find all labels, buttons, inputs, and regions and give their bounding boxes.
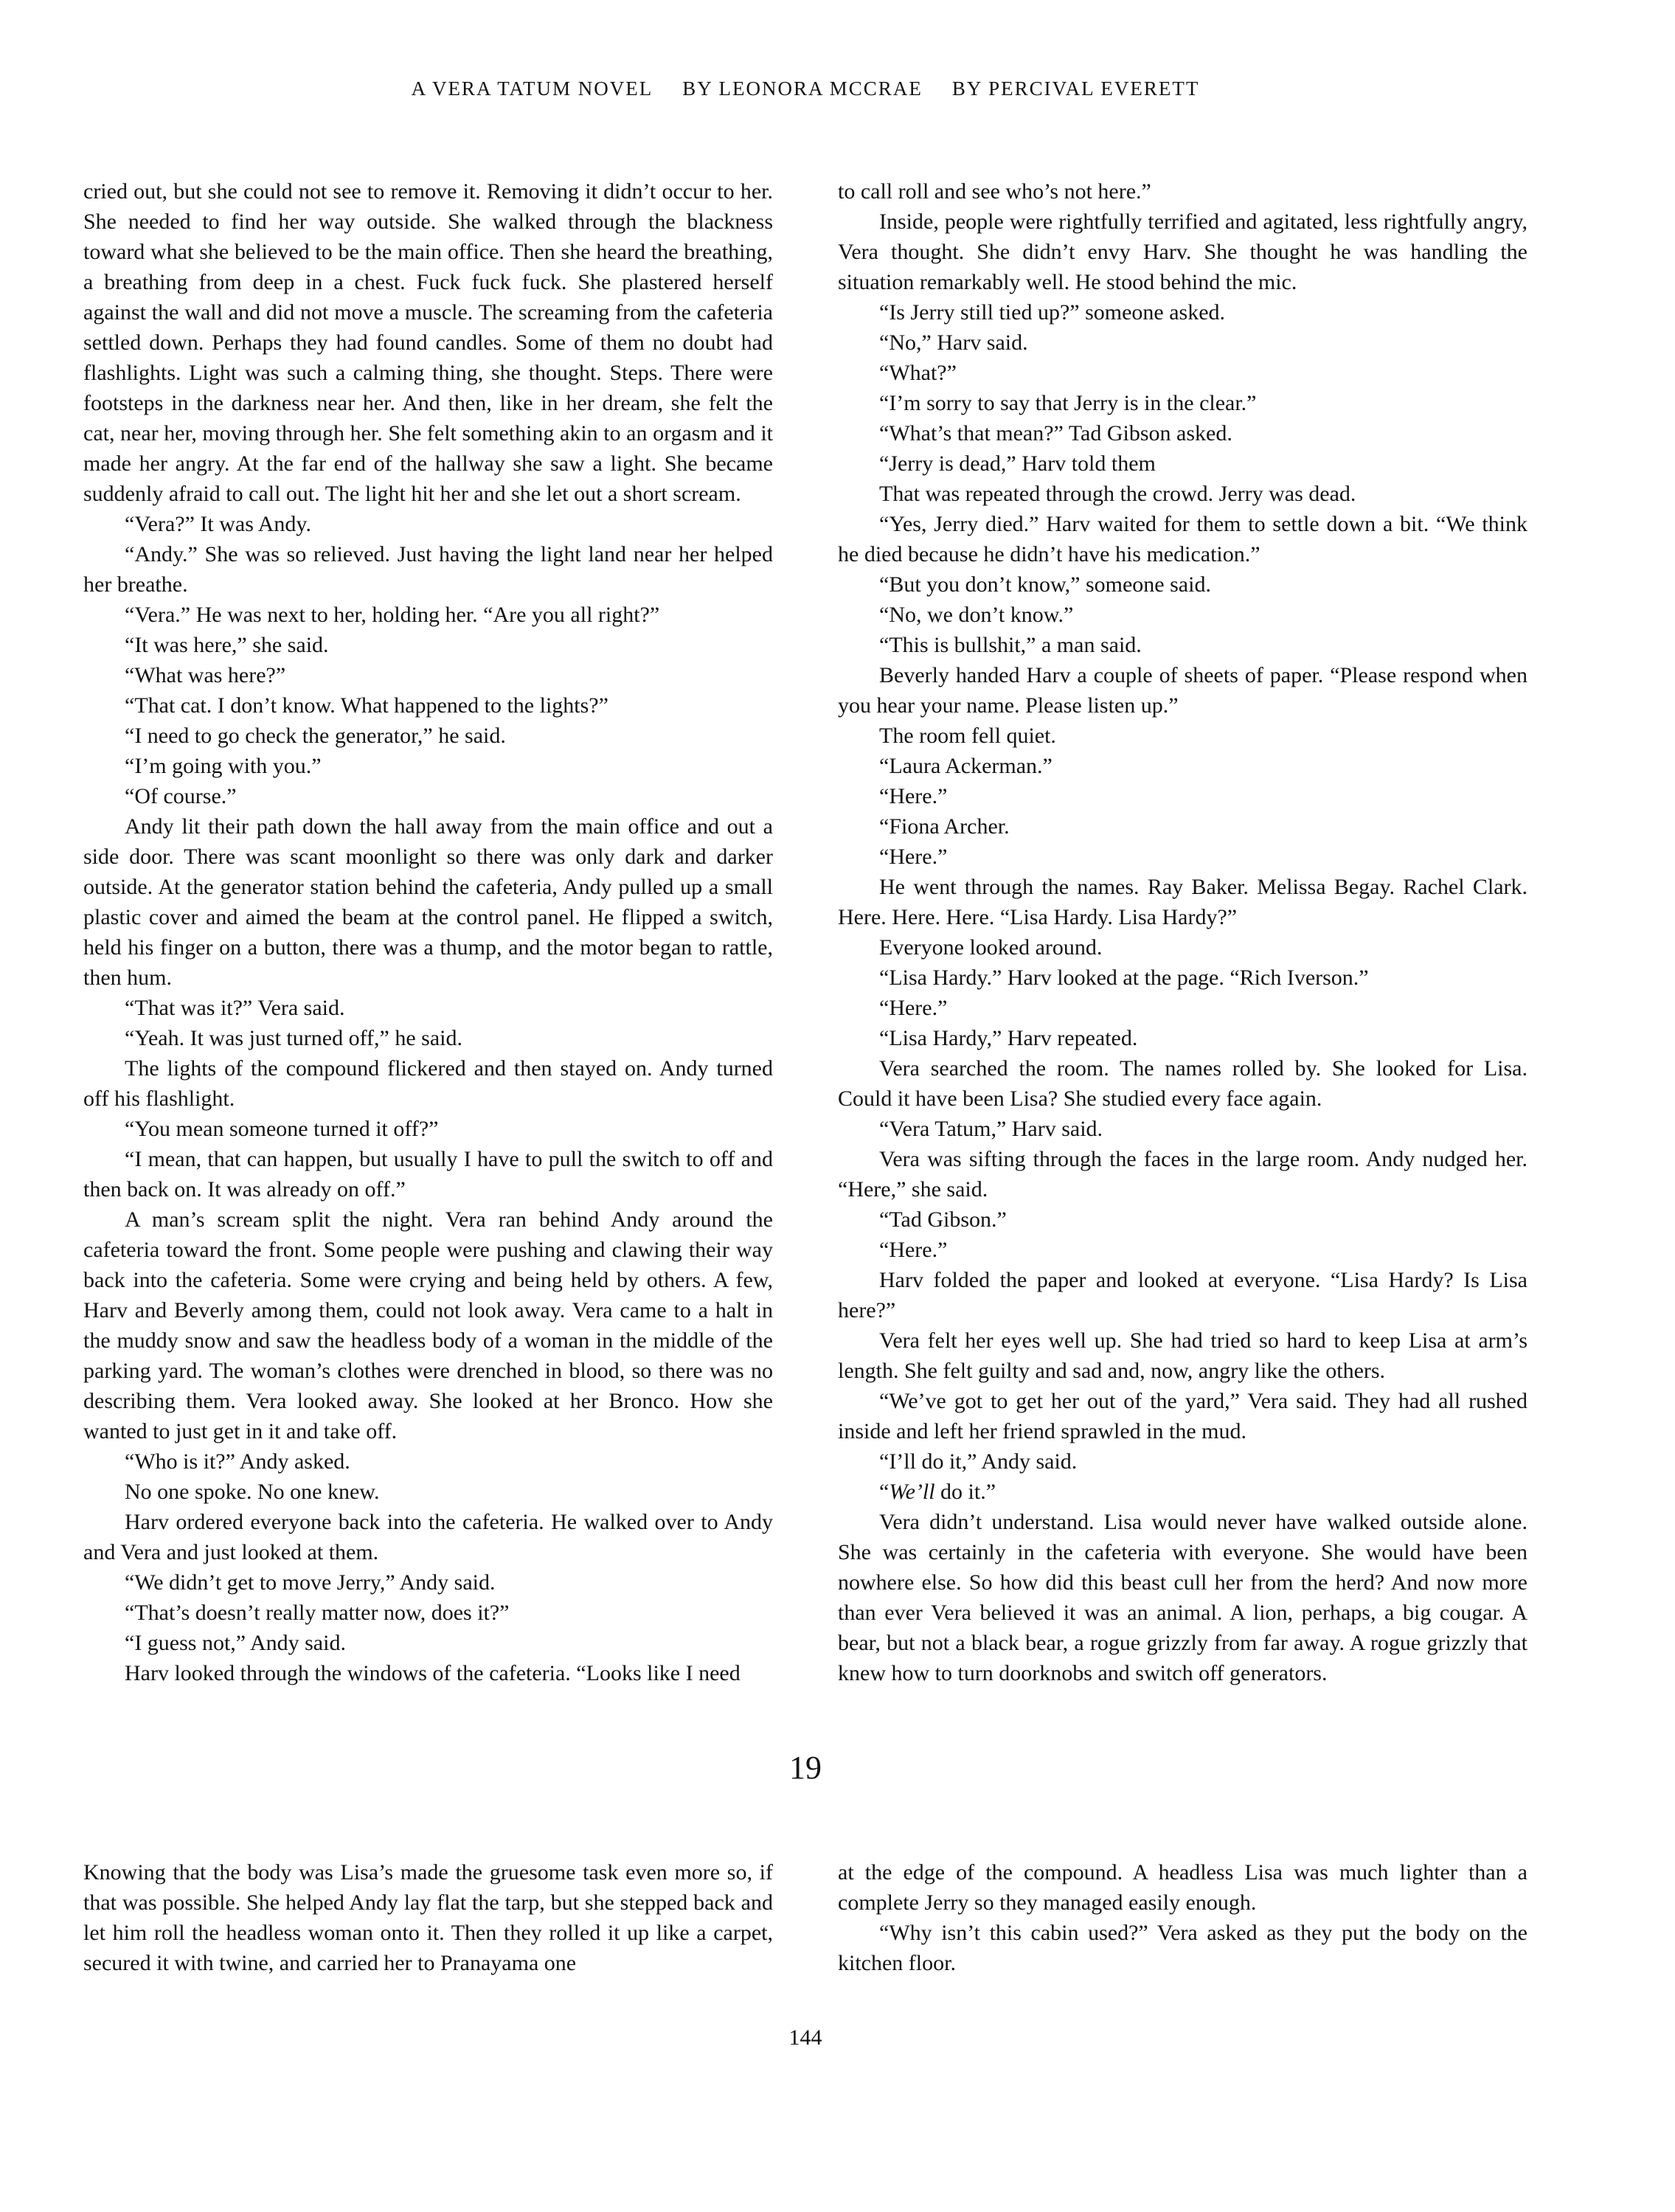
paragraph: “Of course.” [125, 784, 237, 808]
paragraph: “Who is it?” Andy asked. [125, 1449, 350, 1474]
paragraph: Beverly handed Harv a couple of sheets of paper. “Please respond when you hear your name. Please listen up.” [838, 663, 1527, 718]
paragraph: That was repeated through the crowd. Jerry was dead. [879, 482, 1356, 506]
running-header-title: A VERA TATUM NOVEL [411, 77, 653, 100]
paragraph: “Here.” [879, 996, 948, 1020]
paragraph: “We’ll do it.” [879, 1480, 996, 1504]
paragraph: “Yeah. It was just turned off,” he said. [125, 1026, 462, 1050]
paragraph: “It was here,” she said. [125, 633, 329, 657]
paragraph: “I guess not,” Andy said. [125, 1631, 346, 1655]
paragraph: Everyone looked around. [879, 935, 1103, 960]
paragraph: Knowing that the body was Lisa’s made the gruesome task even more so, if that was possible. She helped Andy lay flat the tarp, but she stepped back and let him roll the headless woman onto it. Then they rolled it up like a carpet, secured it with twine, and carried her to Pranayama one [83, 1860, 773, 1975]
paragraph: Vera didn’t understand. Lisa would never have walked outside alone. She was certainly in the cafeteria with everyone. She would have been nowhere else. So how did this beast cull her from the herd? And now more than ever Vera believed it was an animal. A lion, perhaps, a big cougar. A bear, but not a black bear, a rogue grizzly from far away. A rogue grizzly that knew how to turn doorknobs and switch off generators. [838, 1510, 1527, 1685]
paragraph: A man’s scream split the night. Vera ran behind Andy around the cafeteria toward the front. Some people were pushing and clawing their way back into the cafeteria. Some were crying and being held by others. A few, Harv and Beverly among them, could not look away. Vera came to a halt in the muddy snow and saw the headless body of a woman in the middle of the parking yard. The woman’s clothes were drenched in blood, so there was no describing them. Vera looked away. She looked at her Bronco. How she wanted to just get in it and take off. [83, 1207, 773, 1443]
paragraph: “This is bullshit,” a man said. [879, 633, 1142, 657]
left-column [83, 176, 773, 1688]
right-column [838, 176, 1527, 1688]
paragraph: “Andy.” She was so relieved. Just having the light land near her helped her breathe. [83, 542, 773, 597]
paragraph: “I’ll do it,” Andy said. [879, 1449, 1078, 1474]
paragraph: “Here.” [879, 845, 948, 869]
running-header [83, 0, 1527, 101]
running-header-byline-1: BY LEONORA MCCRAE [682, 77, 923, 100]
paragraph: “Is Jerry still tied up?” someone asked. [879, 300, 1226, 325]
paragraph: Vera felt her eyes well up. She had tried so hard to keep Lisa at arm’s length. She felt guilty and sad and, now, angry like the others. [838, 1328, 1527, 1383]
paragraph: “Tad Gibson.” [879, 1207, 1007, 1232]
paragraph: “I need to go check the generator,” he said. [125, 724, 506, 748]
paragraph: “Vera?” It was Andy. [125, 512, 311, 536]
paragraph: “Laura Ackerman.” [879, 754, 1052, 778]
running-header-byline-2: BY PERCIVAL EVERETT [951, 77, 1200, 100]
paragraph: “What?” [879, 361, 957, 385]
paragraph: to call roll and see who’s not here.” [838, 179, 1151, 204]
paragraph: Harv folded the paper and looked at everyone. “Lisa Hardy? Is Lisa here?” [838, 1268, 1527, 1322]
paragraph: “No,” Harv said. [879, 330, 1028, 355]
paragraph: “Yes, Jerry died.” Harv waited for them to settle down a bit. “We think he died because he didn’t have his medication.” [838, 512, 1527, 566]
paragraph: “I mean, that can happen, but usually I have to pull the switch to off and then back on. It was already on off.” [83, 1147, 773, 1202]
paragraph: “Vera Tatum,” Harv said. [879, 1117, 1103, 1141]
paragraph: Vera was sifting through the faces in the large room. Andy nudged her. “Here,” she said. [838, 1147, 1527, 1202]
chapter-right-column [838, 1857, 1527, 1978]
main-text-block [83, 176, 1527, 1688]
paragraph: “I’m sorry to say that Jerry is in the clear.” [879, 391, 1257, 415]
paragraph: “We didn’t get to move Jerry,” Andy said. [125, 1570, 496, 1595]
paragraph: “Jerry is dead,” Harv told them [879, 451, 1156, 476]
paragraph: No one spoke. No one knew. [125, 1480, 380, 1504]
paragraph: “No, we don’t know.” [879, 603, 1074, 627]
paragraph: Harv looked through the windows of the cafeteria. “Looks like I need [125, 1661, 741, 1685]
paragraph: “What was here?” [125, 663, 286, 687]
paragraph: “Here.” [879, 784, 948, 808]
paragraph: cried out, but she could not see to remove it. Removing it didn’t occur to her. She needed to find her way outside. She walked through the blackness toward what she believed to be the main office. Then she heard the breathing, a breathing from deep in a chest. Fuck fuck fuck. She plastered herself against the wall and did not move a muscle. The screaming from the cafeteria settled down. Perhaps they had found candles. Some of them no doubt had flashlights. Light was such a calming thing, she thought. Steps. There were footsteps in the darkness near her. And then, like in her dream, she felt the cat, near her, moving through her. She felt something akin to an orgasm and it made her angry. At the far end of the hallway she saw a light. She became suddenly afraid to call out. The light hit her and she let out a short scream. [83, 179, 773, 506]
paragraph: “Why isn’t this cabin used?” Vera asked as they put the body on the kitchen floor. [838, 1921, 1527, 1975]
paragraph: Vera searched the room. The names rolled by. She looked for Lisa. Could it have been Lisa? She studied every face again. [838, 1056, 1527, 1111]
chapter-start-block [83, 1857, 1527, 1978]
paragraph: “You mean someone turned it off?” [125, 1117, 439, 1141]
paragraph: “What’s that mean?” Tad Gibson asked. [879, 421, 1232, 445]
paragraph: The room fell quiet. [879, 724, 1056, 748]
paragraph: Inside, people were rightfully terrified and agitated, less rightfully angry, Vera thought. She didn’t envy Harv. She thought he was handling the situation remarkably well. He stood behind the mic. [838, 209, 1527, 294]
paragraph: He went through the names. Ray Baker. Melissa Begay. Rachel Clark. Here. Here. Here. “Lisa Hardy. Lisa Hardy?” [838, 875, 1527, 929]
paragraph: “That was it?” Vera said. [125, 996, 345, 1020]
paragraph: Harv ordered everyone back into the cafeteria. He walked over to Andy and Vera and just looked at them. [83, 1510, 773, 1564]
paragraph: “But you don’t know,” someone said. [879, 572, 1211, 597]
chapter-number: 19 [789, 1750, 822, 1786]
paragraph: “Fiona Archer. [879, 814, 1010, 839]
chapter-left-column [83, 1857, 773, 1978]
paragraph: “We’ve got to get her out of the yard,” Vera said. They had all rushed inside and left her friend sprawled in the mud. [838, 1389, 1527, 1443]
paragraph: The lights of the compound flickered and then stayed on. Andy turned off his flashlight. [83, 1056, 773, 1111]
paragraph: “Here.” [879, 1238, 948, 1262]
paragraph: at the edge of the compound. A headless Lisa was much lighter than a complete Jerry so they managed easily enough. [838, 1860, 1527, 1915]
paragraph: “Vera.” He was next to her, holding her. “Are you all right?” [125, 603, 660, 627]
paragraph: “I’m going with you.” [125, 754, 322, 778]
paragraph: Andy lit their path down the hall away from the main office and out a side door. There was scant moonlight so there was only dark and darker outside. At the generator station behind the cafeteria, Andy pulled up a small plastic cover and aimed the beam at the control panel. He flipped a switch, held his finger on a button, there was a thump, and the motor began to rattle, then hum. [83, 814, 773, 990]
paragraph: “That cat. I don’t know. What happened to the lights?” [125, 693, 608, 718]
paragraph: “Lisa Hardy.” Harv looked at the page. “Rich Iverson.” [879, 965, 1369, 990]
paragraph: “That’s doesn’t really matter now, does it?” [125, 1601, 510, 1625]
paragraph: “Lisa Hardy,” Harv repeated. [879, 1026, 1138, 1050]
page-number: 144 [788, 2025, 822, 2050]
